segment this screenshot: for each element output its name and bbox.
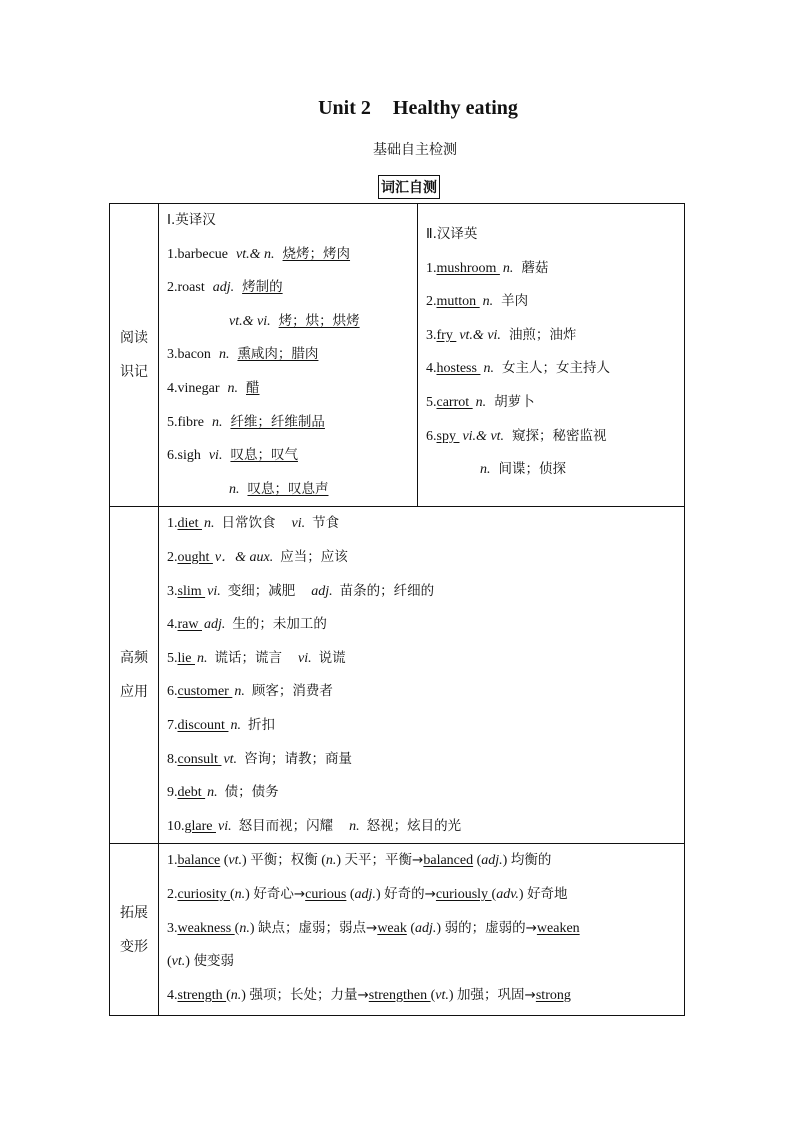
headword: 1.barbecue: [167, 246, 229, 262]
answer: 烤；烘；烘烤: [278, 312, 360, 329]
meaning: 咨询；请教；商量: [244, 750, 353, 767]
frequent-cell: [159, 507, 685, 844]
meaning: 加强；巩固→: [457, 986, 536, 1003]
part-of-speech: adj.: [354, 886, 376, 902]
part-of-speech: vt.& vi.: [459, 327, 501, 343]
part-of-speech: n.: [325, 853, 337, 869]
part-of-speech: v．& aux.: [214, 549, 274, 565]
part-of-speech: adv.: [496, 886, 519, 902]
part-of-speech: vi.: [217, 818, 232, 834]
part-of-speech: n.: [483, 361, 494, 377]
vocab-item: [426, 319, 684, 353]
part-of-speech: n.: [234, 886, 246, 902]
text: ): [518, 886, 528, 902]
part-of-speech: n.: [502, 260, 514, 276]
meaning: 好奇的→: [384, 885, 436, 902]
category-reading: [110, 204, 159, 507]
part-of-speech: adj.: [204, 617, 226, 633]
category-label-line: 阅读: [120, 330, 148, 347]
part-of-speech: adj.: [212, 280, 235, 296]
answer: mutton: [436, 294, 480, 310]
word-family-line: [167, 945, 684, 979]
frequent-list: [159, 507, 684, 843]
answer: raw: [177, 617, 202, 633]
answer: curious: [305, 886, 347, 902]
vocab-item: [167, 575, 684, 609]
answer: slim: [177, 583, 206, 599]
headword: 2.roast: [167, 280, 205, 296]
answer: diet: [177, 516, 202, 532]
item-number: 2.: [167, 549, 178, 565]
meaning: 说谎: [318, 649, 346, 666]
vocab-item: [167, 642, 684, 676]
vocab-item: [167, 372, 417, 406]
en-to-zh-cell: [159, 204, 418, 507]
text: ): [241, 987, 250, 1003]
text: (: [430, 987, 436, 1003]
meaning: 女主人；女主持人: [501, 360, 610, 377]
answer: balanced: [423, 853, 474, 869]
part-of-speech: n.: [197, 650, 208, 666]
meaning: 应当；应该: [280, 548, 348, 565]
part-of-speech: n.: [211, 414, 223, 430]
meaning: 缺点；虚弱；弱点→: [258, 919, 378, 936]
text: (: [473, 853, 482, 869]
text: (: [317, 853, 326, 869]
headword: 3.bacon: [167, 347, 211, 363]
text: ): [245, 886, 254, 902]
meaning: 窥探；秘密监视: [512, 427, 607, 444]
answer: 烧烤；烤肉: [282, 245, 351, 262]
answer: 叹息；叹气: [230, 447, 298, 464]
answer: consult: [177, 751, 222, 767]
vocab-item: [426, 352, 684, 386]
part-of-speech: n.: [475, 394, 487, 410]
part-of-speech: adj.: [481, 853, 503, 869]
category-label: [120, 650, 148, 700]
item-number: 9.: [167, 785, 178, 801]
part-of-speech: n.: [480, 462, 491, 478]
part-of-speech: vt.: [171, 954, 186, 970]
text: (: [346, 886, 355, 902]
text: ): [185, 954, 194, 970]
part-of-speech: adj.: [415, 920, 437, 936]
unit-topic: Healthy eating: [392, 97, 518, 119]
category-label-line: 高频: [120, 650, 148, 667]
item-number: 5.: [426, 394, 437, 410]
headword: 6.sigh: [167, 448, 201, 464]
page-title: [0, 97, 794, 120]
answer: fry: [436, 327, 457, 343]
vocab-item: [167, 238, 417, 272]
section-label: 词汇自测: [378, 175, 440, 199]
item-number: 3.: [167, 583, 178, 599]
item-number: 1.: [167, 516, 178, 532]
part-of-speech: vi.: [207, 583, 221, 599]
part-of-speech: vt.& n.: [236, 246, 275, 262]
text: (: [220, 853, 229, 869]
answer: mushroom: [436, 260, 500, 276]
part-of-speech: n.: [349, 818, 360, 834]
part-of-speech: adj.: [311, 583, 333, 599]
vocab-item: [167, 271, 417, 305]
text: (: [234, 920, 240, 936]
part-of-speech: n.: [227, 380, 238, 396]
vocab-item: [167, 709, 684, 743]
answer: debt: [177, 785, 206, 801]
item-number: 3.: [426, 327, 437, 343]
meaning: 债；债务: [224, 784, 279, 801]
unit-number: Unit 2: [318, 97, 371, 119]
category-label-line: 变形: [120, 938, 148, 955]
meaning: 使变弱: [193, 953, 234, 970]
answer: curiously: [435, 886, 492, 902]
vocab-item: [167, 439, 417, 473]
meaning: 均衡的: [510, 852, 552, 869]
part-of-speech: vi.& vt.: [462, 428, 505, 444]
answer: 烤制的: [242, 279, 283, 296]
meaning: 天平；平衡→: [344, 852, 424, 869]
word-family-line: [167, 878, 684, 912]
section-header: Ⅱ.汉译英: [426, 226, 478, 242]
meaning: 胡萝卜: [494, 393, 535, 410]
vocab-item: [167, 473, 417, 507]
part-of-speech: n.: [230, 717, 241, 733]
subtitle: 基础自主检测: [373, 142, 457, 158]
zh-to-en-header: [426, 218, 684, 252]
answer: 醋: [245, 379, 260, 396]
vocab-item: [167, 406, 417, 440]
item-number: 10.: [167, 818, 185, 834]
answer: weaken: [536, 920, 580, 936]
headword: 5.fibre: [167, 414, 204, 430]
part-of-speech: n.: [239, 920, 250, 936]
text: 2.: [167, 886, 178, 902]
answer: curiosity: [177, 886, 230, 902]
meaning: 羊肉: [501, 293, 529, 310]
vocab-item: [167, 507, 684, 541]
meaning: 节食: [312, 515, 340, 532]
meaning: 怒视；炫目的光: [366, 817, 462, 834]
vocab-item: [167, 776, 684, 810]
text: (: [167, 954, 172, 970]
meaning: 苗条的；纤细的: [339, 582, 435, 599]
text: (: [491, 886, 497, 902]
extend-list: [159, 844, 684, 1012]
vocab-item: [426, 386, 684, 420]
text: ): [436, 920, 445, 936]
word-family-line: [167, 912, 684, 946]
section-header: Ⅰ.英译汉: [167, 212, 216, 228]
item-number: 6.: [426, 428, 437, 444]
category-label: [120, 330, 148, 380]
answer: ought: [177, 549, 213, 565]
text: ): [448, 987, 458, 1003]
answer: 纤维；纤维制品: [230, 413, 325, 430]
part-of-speech: vi.: [291, 516, 306, 532]
item-number: 1.: [426, 260, 437, 276]
vocab-item: [167, 305, 417, 339]
vocab-table: [109, 203, 685, 1016]
text: ): [375, 886, 385, 902]
item-number: 6.: [167, 684, 178, 700]
part-of-speech: vt.& vi.: [229, 313, 271, 329]
text: 4.: [167, 987, 178, 1003]
item-number: 5.: [167, 650, 178, 666]
item-number: 4.: [426, 361, 437, 377]
word-family-line: [167, 979, 684, 1013]
vocab-item: [167, 743, 684, 777]
part-of-speech: n.: [229, 481, 240, 497]
text: (: [406, 920, 416, 936]
category-label: [120, 905, 148, 955]
meaning: 谎话；谎言: [214, 649, 282, 666]
part-of-speech: n.: [204, 516, 215, 532]
en-to-zh-header: [167, 204, 417, 238]
vocab-item: [167, 338, 417, 372]
answer: carrot: [436, 394, 473, 410]
meaning: 生的；未加工的: [232, 616, 327, 633]
meaning: 好奇心→: [253, 885, 306, 902]
en-to-zh-list: [159, 204, 417, 506]
meaning: 间谍；侦探: [498, 461, 566, 478]
vocab-item: [426, 420, 684, 454]
part-of-speech: n.: [207, 785, 218, 801]
answer: hostess: [436, 361, 481, 377]
meaning: 油煎；油炸: [508, 326, 577, 343]
vocab-item: [167, 675, 684, 709]
part-of-speech: n.: [230, 987, 242, 1003]
answer: customer: [177, 684, 233, 700]
answer: discount: [177, 717, 229, 733]
text: 3.: [167, 920, 178, 936]
category-label-line: 拓展: [120, 904, 148, 921]
vocab-item: [426, 252, 684, 286]
text: ): [242, 853, 251, 869]
category-frequent: [110, 507, 159, 844]
meaning: 日常饮食: [221, 515, 276, 532]
meaning: 好奇地: [527, 885, 568, 902]
part-of-speech: vt.: [228, 853, 243, 869]
text: 1.: [167, 853, 178, 869]
part-of-speech: n.: [234, 684, 245, 700]
answer: weak: [377, 920, 407, 936]
item-number: 7.: [167, 717, 178, 733]
meaning: 怒目而视；闪耀: [238, 817, 334, 834]
answer: spy: [436, 428, 460, 444]
vocab-item: [167, 608, 684, 642]
category-extend: [110, 844, 159, 1016]
part-of-speech: vt.: [223, 751, 238, 767]
text: ): [249, 920, 258, 936]
item-number: 4.: [167, 617, 178, 633]
vocab-item: [167, 810, 684, 844]
headword: 4.vinegar: [167, 380, 220, 396]
item-number: 8.: [167, 751, 178, 767]
item-number: 2.: [426, 294, 437, 310]
meaning: 平衡；权衡: [250, 852, 318, 869]
meaning: 变细；减肥: [227, 582, 296, 599]
vocab-item: [426, 285, 684, 319]
meaning: 弱的；虚弱的→: [444, 919, 537, 936]
meaning: 顾客；消费者: [251, 683, 333, 700]
meaning: 蘑菇: [521, 259, 549, 276]
answer: strong: [535, 987, 571, 1003]
text: (: [226, 987, 231, 1003]
category-label-line: 识记: [120, 364, 148, 381]
answer: 叹息；叹息声: [247, 480, 329, 497]
answer: 熏咸肉；腊肉: [237, 346, 319, 363]
zh-to-en-cell: [418, 204, 685, 507]
text: ): [336, 853, 345, 869]
part-of-speech: vi.: [208, 448, 223, 464]
extend-cell: [159, 844, 685, 1016]
zh-to-en-list: [418, 204, 684, 487]
vocab-item: [426, 453, 684, 487]
meaning: 强项；长处；力量→: [249, 986, 369, 1003]
part-of-speech: n.: [482, 294, 494, 310]
part-of-speech: n.: [218, 347, 230, 363]
answer: lie: [177, 650, 195, 666]
category-label-line: 应用: [120, 684, 148, 701]
answer: weakness: [177, 920, 235, 936]
answer: strength: [177, 987, 227, 1003]
meaning: 折扣: [247, 716, 275, 733]
word-family-line: [167, 844, 684, 878]
vocab-item: [167, 541, 684, 575]
answer: balance: [177, 853, 221, 869]
text: (: [230, 886, 235, 902]
part-of-speech: vt.: [435, 987, 449, 1003]
part-of-speech: vi.: [298, 650, 312, 666]
answer: strengthen: [368, 987, 431, 1003]
text: ): [502, 853, 511, 869]
answer: glare: [184, 818, 216, 834]
